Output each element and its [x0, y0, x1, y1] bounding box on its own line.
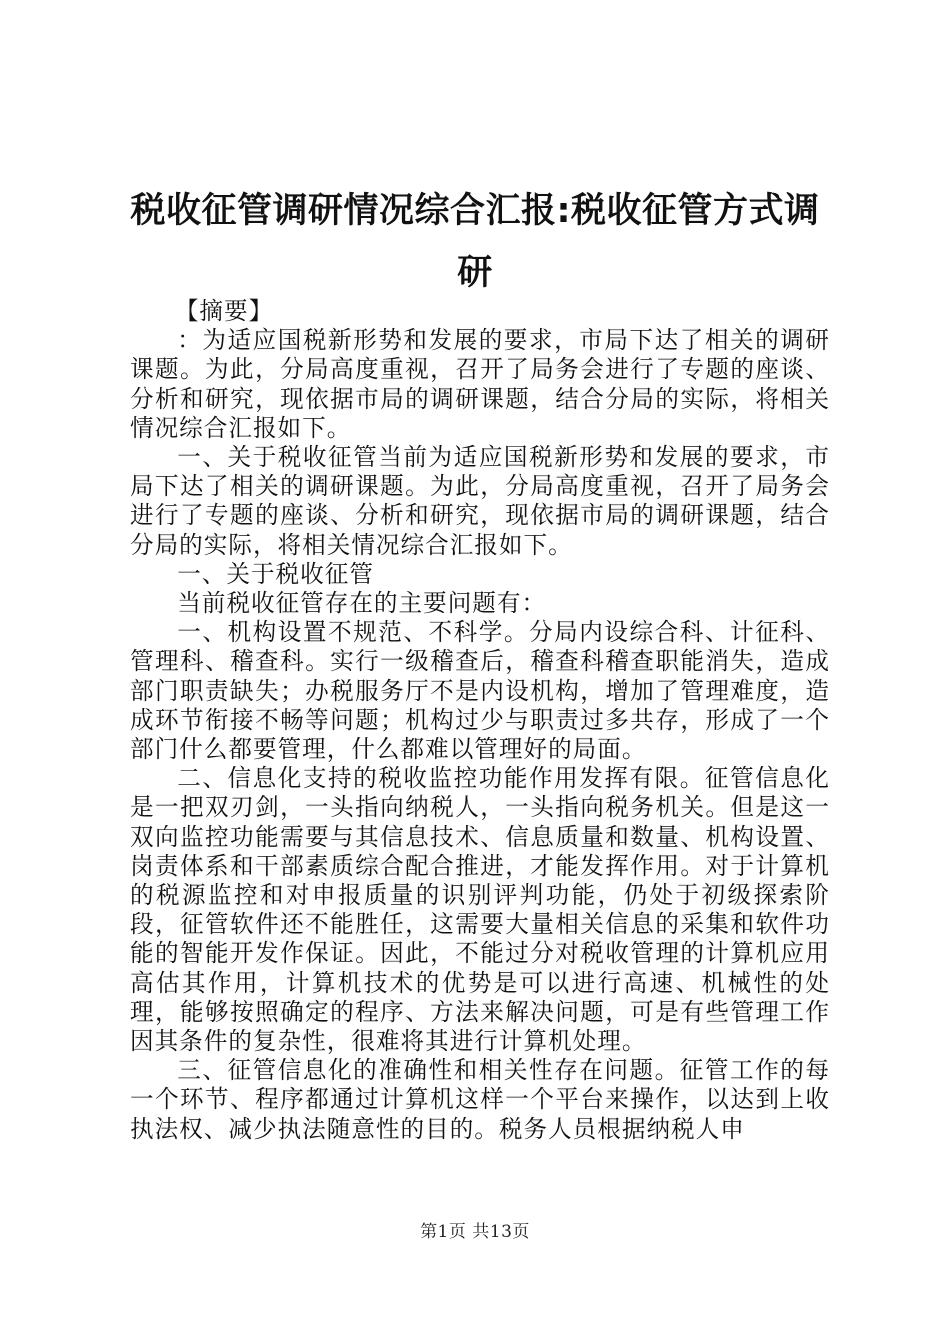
- paragraph: 一、关于税收征管当前为适应国税新形势和发展的要求，市局下达了相关的调研课题。为此，分局高度重视，召开了局务会进行了专题的座谈、分析和研究，现依据市局的调研课题，结合分局的实际，将相关情况综合汇报如下。: [130, 443, 830, 559]
- document-body: [130, 297, 830, 1144]
- page-footer: 第1页 共13页: [420, 1222, 530, 1242]
- abstract-label: 【摘要】: [174, 297, 274, 325]
- paragraph: 当前税收征管存在的主要问题有：: [177, 589, 547, 618]
- paragraph: 二、信息化支持的税收监控功能作用发挥有限。征管信息化是一把双刃剑，一头指向纳税人，一头指向税务机关。但是这一双向监控功能需要与其信息技术、信息质量和数量、机构设置、岗责体系和干部素质综合配合推进，才能发挥作用。对于计算机的税源监控和对申报质量的识别评判功能，仍处于初级探索阶段，征管软件还不能胜任，这需要大量相关信息的采集和软件功能的智能开发作保证。因此，不能过分对税收管理的计算机应用高估其作用，计算机技术的优势是可以进行高速、机械性的处理，能够按照确定的程序、方法来解决问题，可是有些管理工作因其条件的复杂性，很难将其进行计算机处理。: [130, 764, 830, 1056]
- document-title: 税收征管调研情况综合汇报:税收征管方式调研: [130, 191, 820, 293]
- paragraph: 一、机构设置不规范、不科学。分局内设综合科、计征科、管理科、稽查科。实行一级稽查后，稽查科稽查职能消失，造成部门职责缺失；办税服务厅不是内设机构，增加了管理难度，造成环节衔接不畅等问题；机构过少与职责过多共存，形成了一个部门什么都要管理，什么都难以管理好的局面。: [130, 618, 830, 764]
- paragraph: 三、征管信息化的准确性和相关性存在问题。征管工作的每一个环节、程序都通过计算机这样一个平台来操作，以达到上收执法权、减少执法随意性的目的。税务人员根据纳税人申: [130, 1056, 830, 1143]
- paragraph: ：为适应国税新形势和发展的要求，市局下达了相关的调研课题。为此，分局高度重视，召开了局务会进行了专题的座谈、分析和研究，现依据市局的调研课题，结合分局的实际，将相关情况综合汇报如下。: [130, 326, 830, 442]
- section-heading: 一、关于税收征管: [177, 559, 374, 588]
